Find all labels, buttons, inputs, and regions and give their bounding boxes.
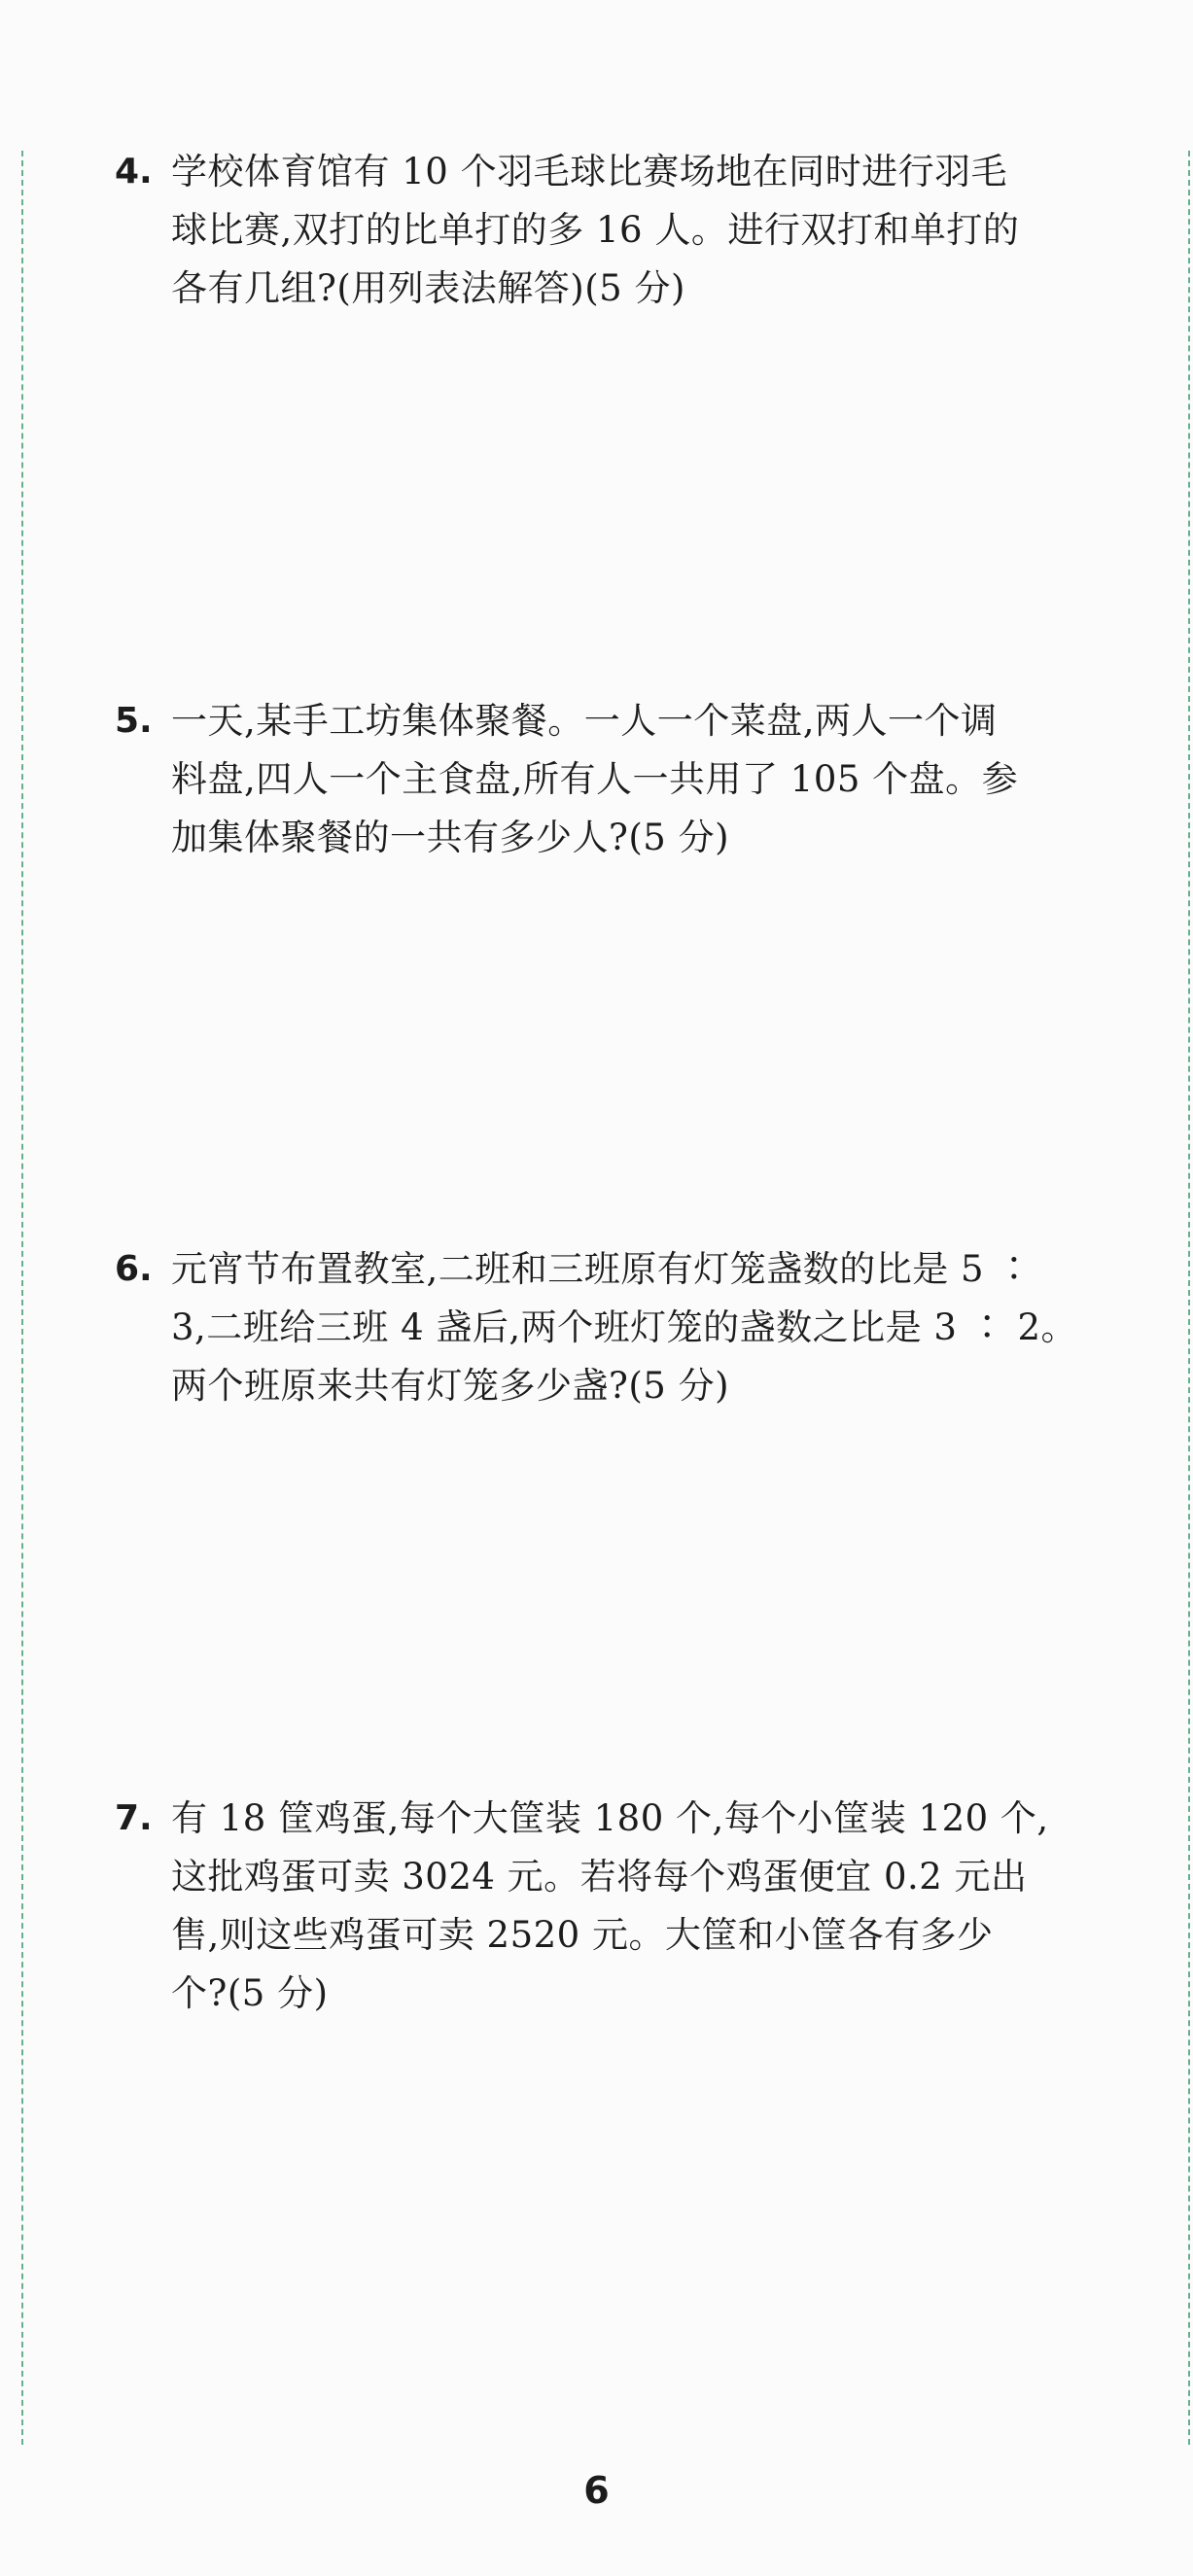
question-line: 有 18 筐鸡蛋,每个大筐装 180 个,每个小筐装 120 个, [171,1797,1049,1839]
question-line: 个?(5 分) [171,1972,329,2014]
question-number: 7. [115,1798,153,1838]
question-line: 球比赛,双打的比单打的多 16 人。进行双打和单打的 [171,209,1020,251]
question-text [171,1240,1105,1415]
question-line: 售,则这些鸡蛋可卖 2520 元。大筐和小筐各有多少 [171,1914,994,1956]
question-text [171,143,1105,318]
question-text [171,692,1105,867]
question-line: 学校体育馆有 10 个羽毛球比赛场地在同时进行羽毛 [171,151,1008,192]
question-line: 两个班原来共有灯笼多少盏?(5 分) [171,1365,730,1407]
question-number: 5. [115,701,153,741]
question-line: 各有几组?(用列表法解答)(5 分) [171,267,685,309]
question-line: 加集体聚餐的一共有多少人?(5 分) [171,817,730,858]
right-margin-dotted-line [1188,151,1190,2445]
question-line: 料盘,四人一个主食盘,所有人一共用了 105 个盘。参 [171,758,1019,800]
page-number: 6 [583,2469,610,2512]
question-text [171,1790,1105,2023]
question-line: 一天,某手工坊集体聚餐。一人一个菜盘,两人一个调 [171,700,998,742]
question-number: 4. [115,152,153,191]
question-line: 元宵节布置教室,二班和三班原有灯笼盏数的比是 5 ∶ [171,1248,1033,1290]
left-margin-dotted-line [21,151,23,2445]
question-line: 3,二班给三班 4 盏后,两个班灯笼的盏数之比是 3 ∶ 2。 [171,1306,1077,1348]
question-number: 6. [115,1249,153,1289]
question-line: 这批鸡蛋可卖 3024 元。若将每个鸡蛋便宜 0.2 元出 [171,1856,1028,1897]
